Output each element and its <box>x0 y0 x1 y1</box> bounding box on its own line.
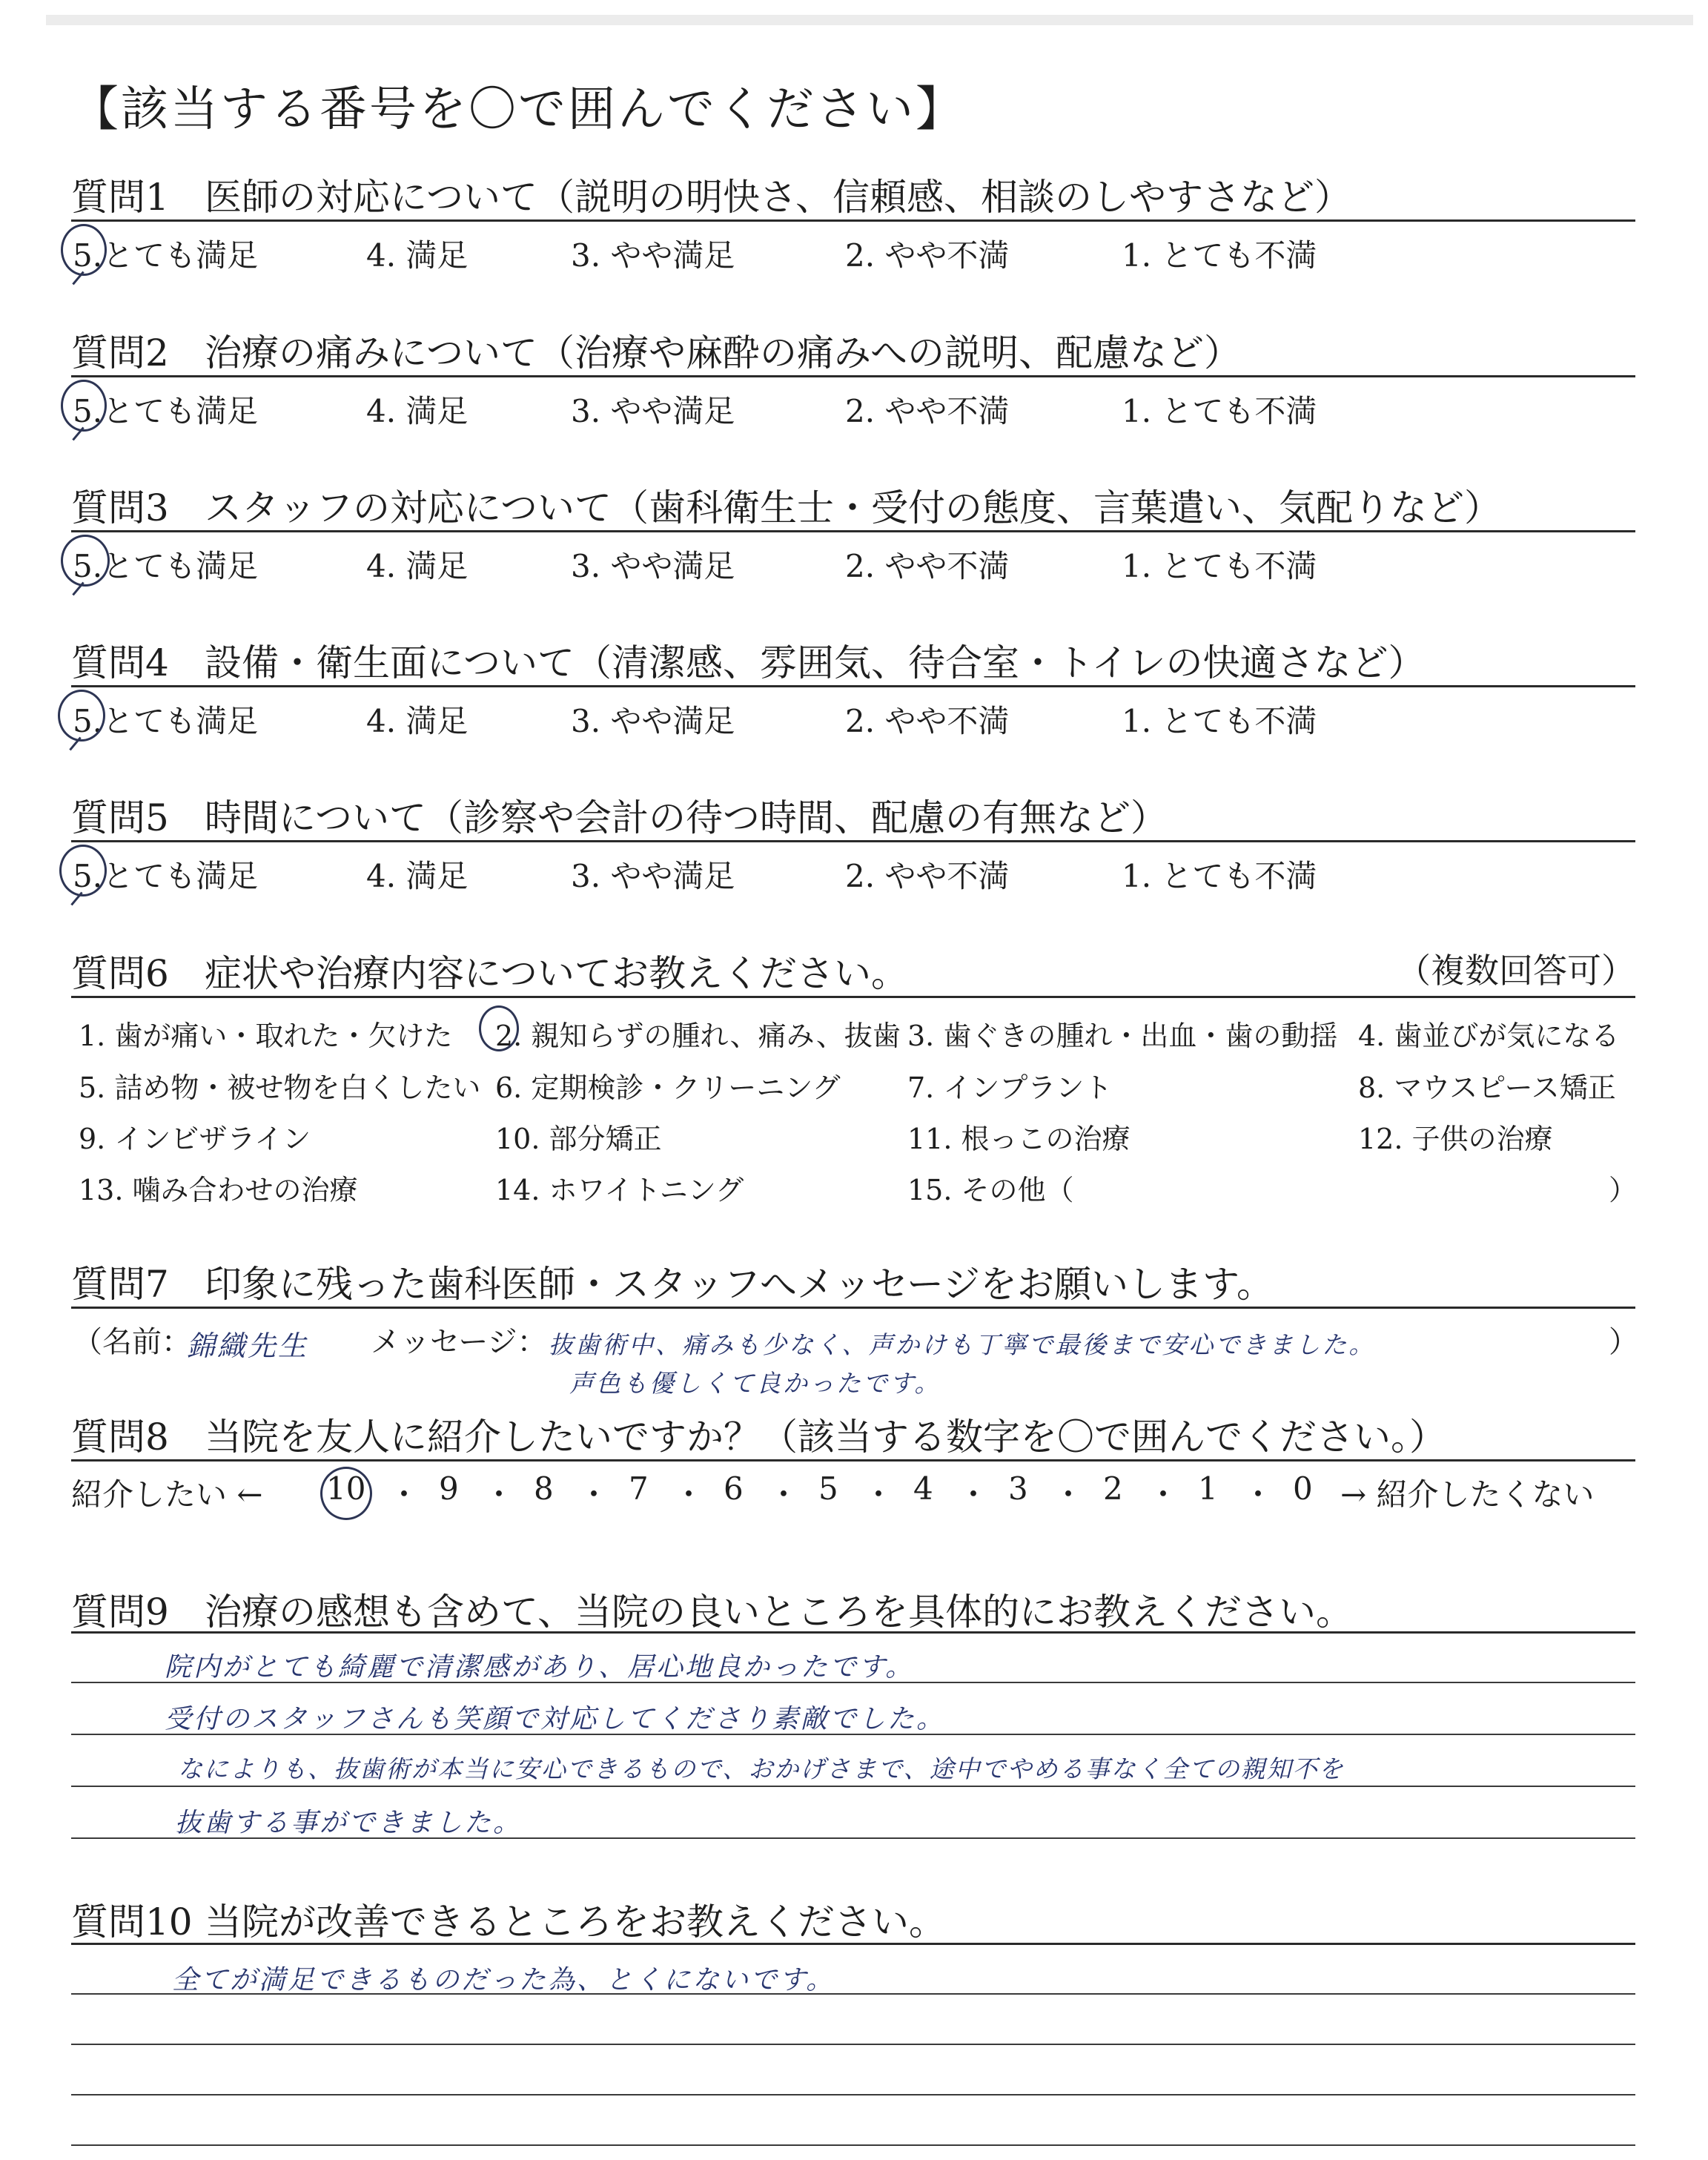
question-text: 設備・衛生面について（清潔感、雰囲気、待合室・トイレの快適さなど） <box>205 641 1426 684</box>
question-number: 質問9 <box>71 1591 169 1634</box>
multiple-answer-note: （複数回答可） <box>1397 951 1635 991</box>
scale-dot: ・ <box>673 1476 705 1513</box>
answer-line <box>71 2094 1635 2095</box>
symptom-option[interactable]: 13. 噛み合わせの治療 <box>79 1174 358 1206</box>
rating-option-1[interactable]: 1. とても不満 <box>1122 237 1317 274</box>
rating-option-2[interactable]: 2. やや不満 <box>845 237 1010 274</box>
rating-option-3[interactable]: 3. やや満足 <box>571 703 735 739</box>
question-number: 質問10 <box>71 1900 193 1943</box>
scale-right-label: → 紹介したくない <box>1340 1476 1595 1513</box>
rating-option-5[interactable]: 5.とても満足 <box>73 858 259 894</box>
rating-option-1[interactable]: 1. とても不満 <box>1122 703 1317 739</box>
scale-dot: ・ <box>1053 1476 1085 1513</box>
rating-option-5[interactable]: 5.とても満足 <box>73 393 259 429</box>
rating-option-2[interactable]: 2. やや不満 <box>845 548 1010 584</box>
symptom-option[interactable]: 14. ホワイトニング <box>495 1174 744 1206</box>
question-number: 質問3 <box>71 486 169 529</box>
rating-option-4[interactable]: 4. 満足 <box>366 237 469 274</box>
rating-option-2[interactable]: 2. やや不満 <box>845 703 1010 739</box>
scale-dot: ・ <box>483 1476 515 1513</box>
scale-number-1[interactable]: 1 <box>1198 1470 1218 1507</box>
name-label: （名前： <box>73 1325 191 1359</box>
question-text: 医師の対応について（説明の明快さ、信頼感、相談のしやすさなど） <box>205 176 1351 219</box>
symptom-option[interactable]: 10. 部分矯正 <box>495 1123 662 1155</box>
answer-line <box>71 2144 1635 2146</box>
answer-handwritten-line: 受付のスタッフさんも笑顔で対応してくださり素敵でした。 <box>165 1704 946 1734</box>
rating-option-5[interactable]: 5.とても満足 <box>73 703 259 739</box>
name-handwritten: 錦織先生 <box>187 1330 309 1362</box>
scale-number-8[interactable]: 8 <box>534 1470 554 1507</box>
selection-circle <box>320 1467 372 1520</box>
question-number: 質問7 <box>71 1263 169 1306</box>
page-title: 【該当する番号を〇で囲んでください】 <box>71 82 965 137</box>
question-number: 質問5 <box>71 796 169 839</box>
question-heading <box>71 1892 1635 1946</box>
question-text: 治療の痛みについて（治療や麻酔の痛みへの説明、配慮など） <box>205 331 1241 374</box>
answer-line <box>71 2044 1635 2045</box>
rating-option-1[interactable]: 1. とても不満 <box>1122 858 1317 894</box>
question-text: 症状や治療内容についてお教えください。 <box>205 952 908 995</box>
question-rule <box>71 996 1635 998</box>
question-text: 当院が改善できるところをお教えください。 <box>205 1900 946 1943</box>
scale-dot: ・ <box>1242 1476 1274 1513</box>
question-rule <box>71 530 1635 532</box>
message-label: メッセージ： <box>371 1325 547 1359</box>
rating-option-5[interactable]: 5.とても満足 <box>73 548 259 584</box>
scale-dot: ・ <box>863 1476 895 1513</box>
scale-dot: ・ <box>768 1476 800 1513</box>
message-handwritten-line: 抜歯術中、痛みも少なく、声かけも丁寧で最後まで安心できました。 <box>549 1330 1376 1359</box>
scale-dot: ・ <box>578 1476 610 1513</box>
symptom-option[interactable]: 8. マウスピース矯正 <box>1358 1071 1616 1104</box>
symptom-option[interactable]: 5. 詰め物・被せ物を白くしたい <box>79 1071 481 1104</box>
scale-number-10[interactable]: 10 <box>326 1470 366 1507</box>
selection-circle <box>479 1005 519 1051</box>
question-number: 質問2 <box>71 331 169 374</box>
question-text: 当院を友人に紹介したいですか？（該当する数字を〇で囲んでください。） <box>205 1416 1446 1459</box>
scale-number-5[interactable]: 5 <box>818 1470 838 1507</box>
question-rule <box>71 685 1635 687</box>
scale-dot: ・ <box>958 1476 990 1513</box>
rating-option-3[interactable]: 3. やや満足 <box>571 393 735 429</box>
question-rule <box>71 840 1635 842</box>
symptom-option[interactable]: 12. 子供の治療 <box>1358 1123 1553 1155</box>
rating-option-1[interactable]: 1. とても不満 <box>1122 548 1317 584</box>
question-text: 時間について（診察や会計の待つ時間、配慮の有無など） <box>205 796 1168 839</box>
rating-option-4[interactable]: 4. 満足 <box>366 393 469 429</box>
rating-option-4[interactable]: 4. 満足 <box>366 548 469 584</box>
selection-circle <box>58 690 105 742</box>
scale-number-7[interactable]: 7 <box>629 1470 649 1507</box>
answer-handwritten-line: 院内がとても綺麗で清潔感があり、居心地良かったです。 <box>165 1652 915 1682</box>
scale-left-label: 紹介したい ← <box>71 1476 263 1513</box>
scan-top-band <box>46 15 1693 25</box>
symptom-option[interactable]: 6. 定期検診・クリーニング <box>495 1071 841 1104</box>
rating-option-4[interactable]: 4. 満足 <box>366 858 469 894</box>
symptom-option[interactable]: 7. インプラント <box>907 1071 1113 1104</box>
question-heading <box>71 1582 1635 1636</box>
symptom-option[interactable]: 4. 歯並びが気になる <box>1358 1020 1620 1052</box>
selection-circle <box>61 380 107 432</box>
selection-circle <box>61 535 110 587</box>
answer-line <box>71 1943 1635 1945</box>
message-close-paren: ） <box>1609 1325 1638 1359</box>
other-close-paren: ） <box>1609 1174 1638 1206</box>
question-number: 質問1 <box>71 176 169 219</box>
question-heading <box>71 168 1635 221</box>
question-number: 質問4 <box>71 641 169 684</box>
rating-option-2[interactable]: 2. やや不満 <box>845 393 1010 429</box>
scale-number-6[interactable]: 6 <box>724 1470 744 1507</box>
symptom-option[interactable]: 11. 根っこの治療 <box>907 1123 1131 1155</box>
question-text: スタッフの対応について（歯科衛生士・受付の態度、言葉遣い、気配りなど） <box>205 486 1501 529</box>
answer-line <box>71 1631 1635 1634</box>
question-heading <box>71 1407 1635 1461</box>
question-text: 印象に残った歯科医師・スタッフへメッセージをお願いします。 <box>205 1263 1274 1306</box>
question-text: 治療の感想も含めて、当院の良いところを具体的にお教えください。 <box>205 1591 1353 1634</box>
scale-number-3[interactable]: 3 <box>1008 1470 1028 1507</box>
rating-option-5[interactable]: 5.とても満足 <box>73 237 259 274</box>
symptom-option[interactable]: 3. 歯ぐきの腫れ・出血・歯の動揺 <box>907 1020 1338 1052</box>
question-rule <box>71 219 1635 222</box>
question-number: 質問6 <box>71 952 169 995</box>
question-number: 質問8 <box>71 1416 169 1459</box>
question-heading <box>71 788 1635 842</box>
scale-number-0[interactable]: 0 <box>1293 1470 1313 1507</box>
symptom-option[interactable]: 2. 親知らずの腫れ、痛み、抜歯 <box>495 1020 901 1052</box>
question-rule <box>71 1459 1635 1462</box>
scale-dot: ・ <box>388 1476 420 1513</box>
symptom-option[interactable]: 15. その他（ <box>907 1174 1074 1206</box>
answer-handwritten-line: 抜歯する事ができました。 <box>175 1808 523 1838</box>
rating-option-4[interactable]: 4. 満足 <box>366 703 469 739</box>
question-rule <box>71 1307 1635 1309</box>
answer-handwritten-line: 全てが満足できるものだった為、とくにないです。 <box>172 1965 835 1995</box>
scale-number-9[interactable]: 9 <box>439 1470 459 1507</box>
rating-option-3[interactable]: 3. やや満足 <box>571 858 735 894</box>
selection-circle <box>61 224 107 276</box>
question-heading <box>71 633 1635 687</box>
question-rule <box>71 375 1635 377</box>
rating-option-3[interactable]: 3. やや満足 <box>571 548 735 584</box>
answer-line <box>71 1786 1635 1787</box>
question-heading <box>71 1255 1635 1308</box>
rating-option-3[interactable]: 3. やや満足 <box>571 237 735 274</box>
symptom-option[interactable]: 9. インビザライン <box>79 1123 311 1155</box>
message-handwritten-line: 声色も優しくて良かったです。 <box>569 1369 941 1398</box>
scale-dot: ・ <box>1148 1476 1179 1513</box>
question-heading <box>71 323 1635 377</box>
scale-number-2[interactable]: 2 <box>1103 1470 1123 1507</box>
symptom-option[interactable]: 1. 歯が痛い・取れた・欠けた <box>79 1020 453 1052</box>
rating-option-1[interactable]: 1. とても不満 <box>1122 393 1317 429</box>
rating-option-2[interactable]: 2. やや不満 <box>845 858 1010 894</box>
question-heading <box>71 478 1635 532</box>
scale-number-4[interactable]: 4 <box>913 1470 933 1507</box>
answer-handwritten-line: なによりも、抜歯術が本当に安心できるもので、おかげさまで、途中でやめる事なく全ての親知不を <box>178 1754 1345 1783</box>
selection-circle <box>59 845 107 896</box>
